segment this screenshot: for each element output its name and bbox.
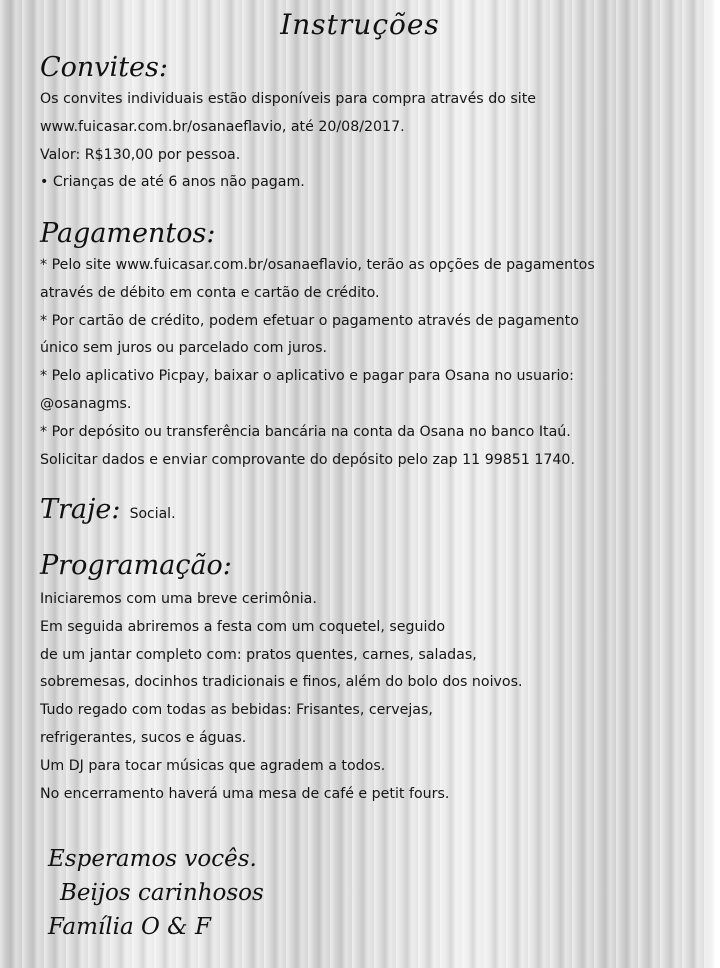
page-edge <box>704 0 720 968</box>
convites-line: • Crianças de até 6 anos não pagam. <box>40 174 305 191</box>
pagamentos-line: * Por cartão de crédito, podem efetuar o pagamento através de pagamento <box>40 312 579 329</box>
pagamentos-line: * Pelo aplicativo Picpay, baixar o aplicativo e pagar para Osana no usuario: <box>40 368 574 385</box>
convites-line: Valor: R$130,00 por pessoa. <box>40 146 241 163</box>
programacao-line: Iniciaremos com uma breve cerimônia. <box>40 591 317 607</box>
programacao-line: No encerramento haverá uma mesa de café e petit fours. <box>40 785 450 802</box>
traje-value: Social. <box>129 505 176 522</box>
pagamentos-text <box>40 252 595 474</box>
programacao-line: sobremesas, docinhos tradicionais e finos, além do bolo dos noivos. <box>40 674 523 691</box>
convites-text <box>40 86 536 197</box>
convites-line: www.fuicasar.com.br/osanaeflavio, até 20/08/2017. <box>40 118 405 135</box>
traje-row <box>40 494 176 525</box>
programacao-line: Em seguida abriremos a festa com um coquetel, seguido <box>40 618 446 635</box>
programacao-line: refrigerantes, sucos e águas. <box>40 729 247 746</box>
closing-line: Beijos carinhosos <box>60 880 264 906</box>
pagamentos-line: Solicitar dados e enviar comprovante do depósito pelo zap 11 99851 1740. <box>40 451 575 468</box>
convites-line: Os convites individuais estão disponíveis para compra através do site <box>40 91 537 107</box>
closing-line: Esperamos vocês. <box>48 846 257 872</box>
section-heading-pagamentos: Pagamentos: <box>40 218 216 249</box>
programacao-text <box>40 586 523 808</box>
section-heading-programacao: Programação: <box>40 550 232 581</box>
pagamentos-line: * Pelo site www.fuicasar.com.br/osanaeflavio, terão as opções de pagamentos <box>40 257 595 273</box>
pagamentos-line: @osanagms. <box>40 395 132 412</box>
closing-signature: Família O & F <box>48 914 211 940</box>
programacao-line: Um DJ para tocar músicas que agradem a todos. <box>40 757 386 774</box>
pagamentos-line: * Por depósito ou transferência bancária na conta da Osana no banco Itaú. <box>40 423 571 440</box>
programacao-line: Tudo regado com todas as bebidas: Frisantes, cervejas, <box>40 702 433 719</box>
programacao-line: de um jantar completo com: pratos quentes, carnes, saladas, <box>40 646 477 663</box>
pagamentos-line: único sem juros ou parcelado com juros. <box>40 340 328 357</box>
pagamentos-line: através de débito em conta e cartão de crédito. <box>40 284 380 301</box>
closing-message <box>48 842 264 944</box>
section-heading-traje: Traje: <box>40 494 121 525</box>
section-heading-convites: Convites: <box>40 52 168 83</box>
page-title: Instruções <box>280 8 440 41</box>
